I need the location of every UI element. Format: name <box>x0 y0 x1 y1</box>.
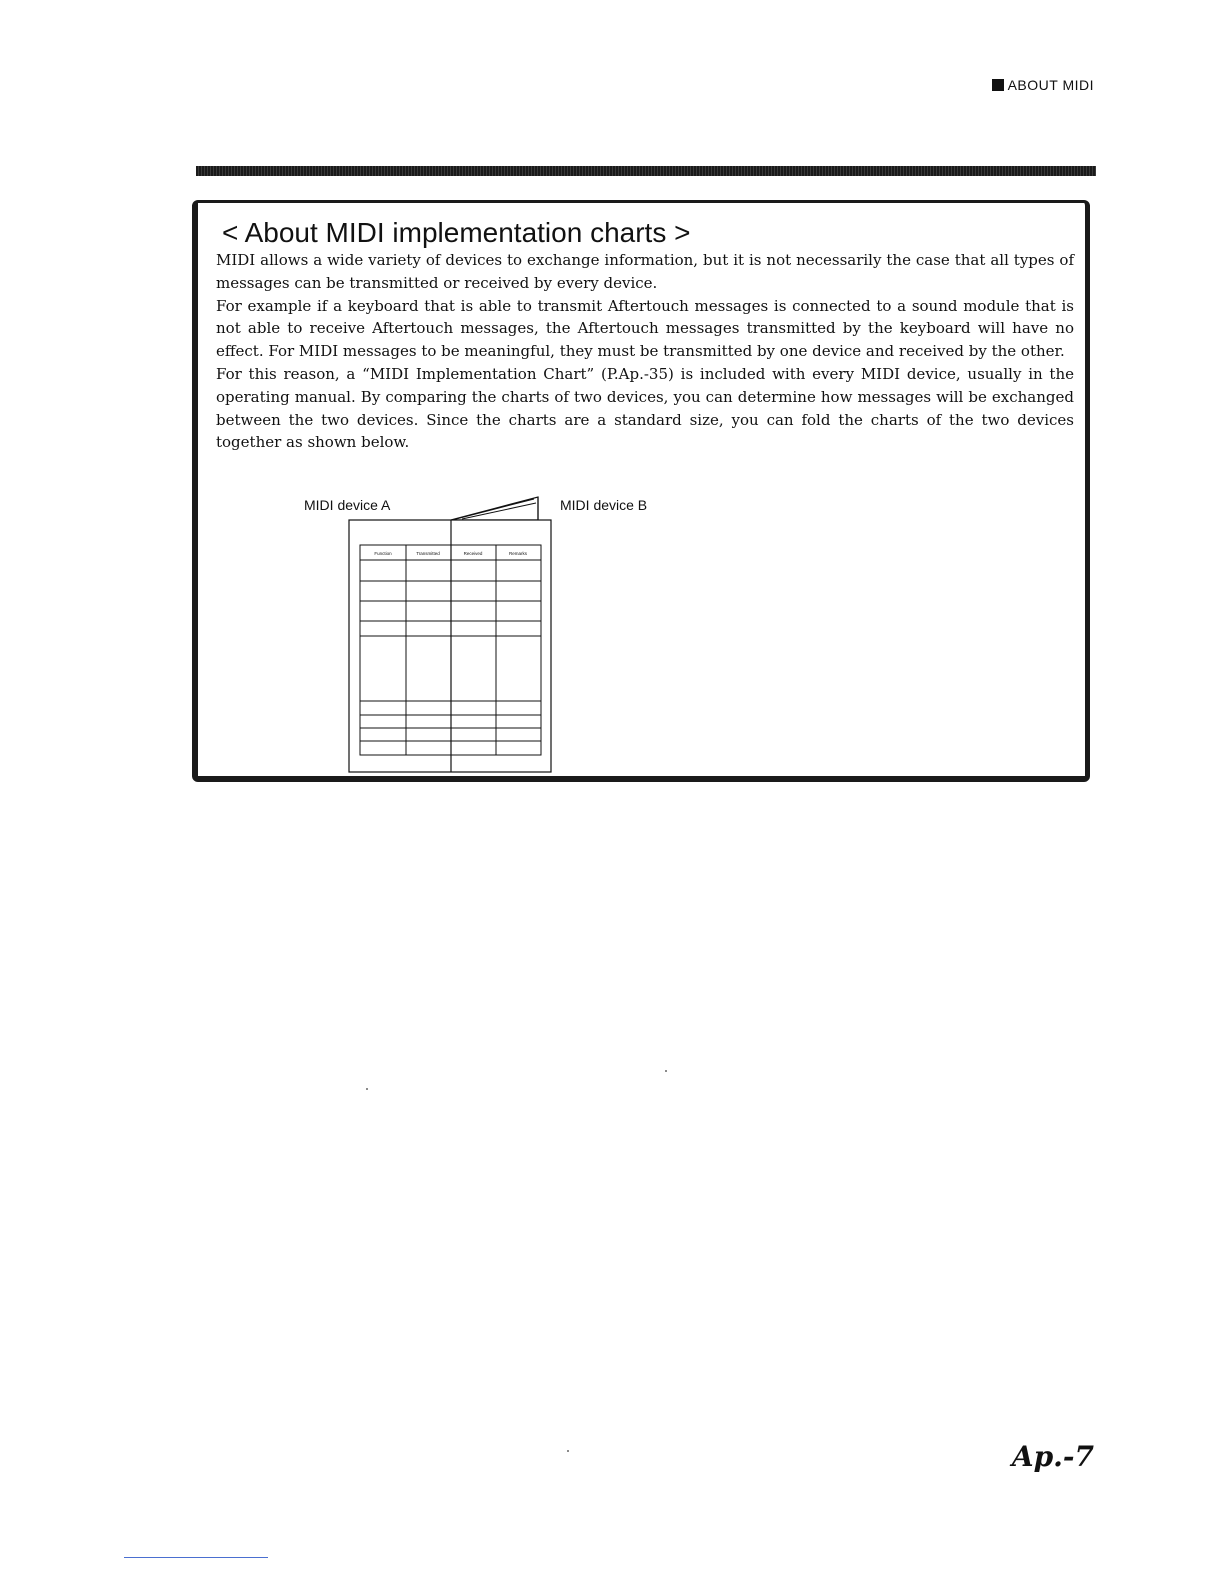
panel-title: < About MIDI implementation charts > <box>222 217 691 248</box>
folded-charts-illustration <box>348 485 568 775</box>
footer-rule <box>124 1557 268 1558</box>
scan-speck <box>366 1088 368 1090</box>
paragraph: For example if a keyboard that is able to transmit Aftertouch messages is connected to a sound module that is not able to receive Aftertouch messages, the Aftertouch messages transmitted by the keyboard will have no effect. For MIDI messages to be meaningful, they must be transmitted by one device and received by the other. <box>216 296 1074 361</box>
chart-header-cell: Remarks <box>508 551 528 556</box>
top-divider-bar <box>196 166 1096 176</box>
chart-sheet-outline <box>349 520 551 772</box>
running-head <box>992 77 1094 93</box>
label-device-b: MIDI device B <box>560 497 648 513</box>
chart-header-cell: Transmitted <box>416 551 440 556</box>
paragraph: MIDI allows a wide variety of devices to exchange information, but it is not necessarily the case that all types of messages can be transmitted or received by every device. <box>216 251 1074 292</box>
page-number: Ap.-7 <box>1011 1440 1094 1473</box>
scan-speck <box>567 1450 569 1452</box>
panel-body <box>216 249 1074 454</box>
chart-header-cell: Received <box>463 551 483 556</box>
square-bullet-icon <box>992 79 1004 91</box>
section-label: ABOUT MIDI <box>1007 77 1094 93</box>
paragraph: For this reason, a “MIDI Implementation Chart” (P.Ap.-35) is included with every MIDI device, usually in the operating manual. By comparing the charts of two devices, you can determine how messages will be exchanged between the two devices. Since the charts are a standard size, you can fold the charts of the two devices together as shown below. <box>216 364 1074 452</box>
chart-header-cell: Function <box>374 551 392 556</box>
label-device-a: MIDI device A <box>304 497 391 513</box>
scan-speck <box>665 1070 667 1072</box>
midi-chart-panel <box>192 200 1090 782</box>
